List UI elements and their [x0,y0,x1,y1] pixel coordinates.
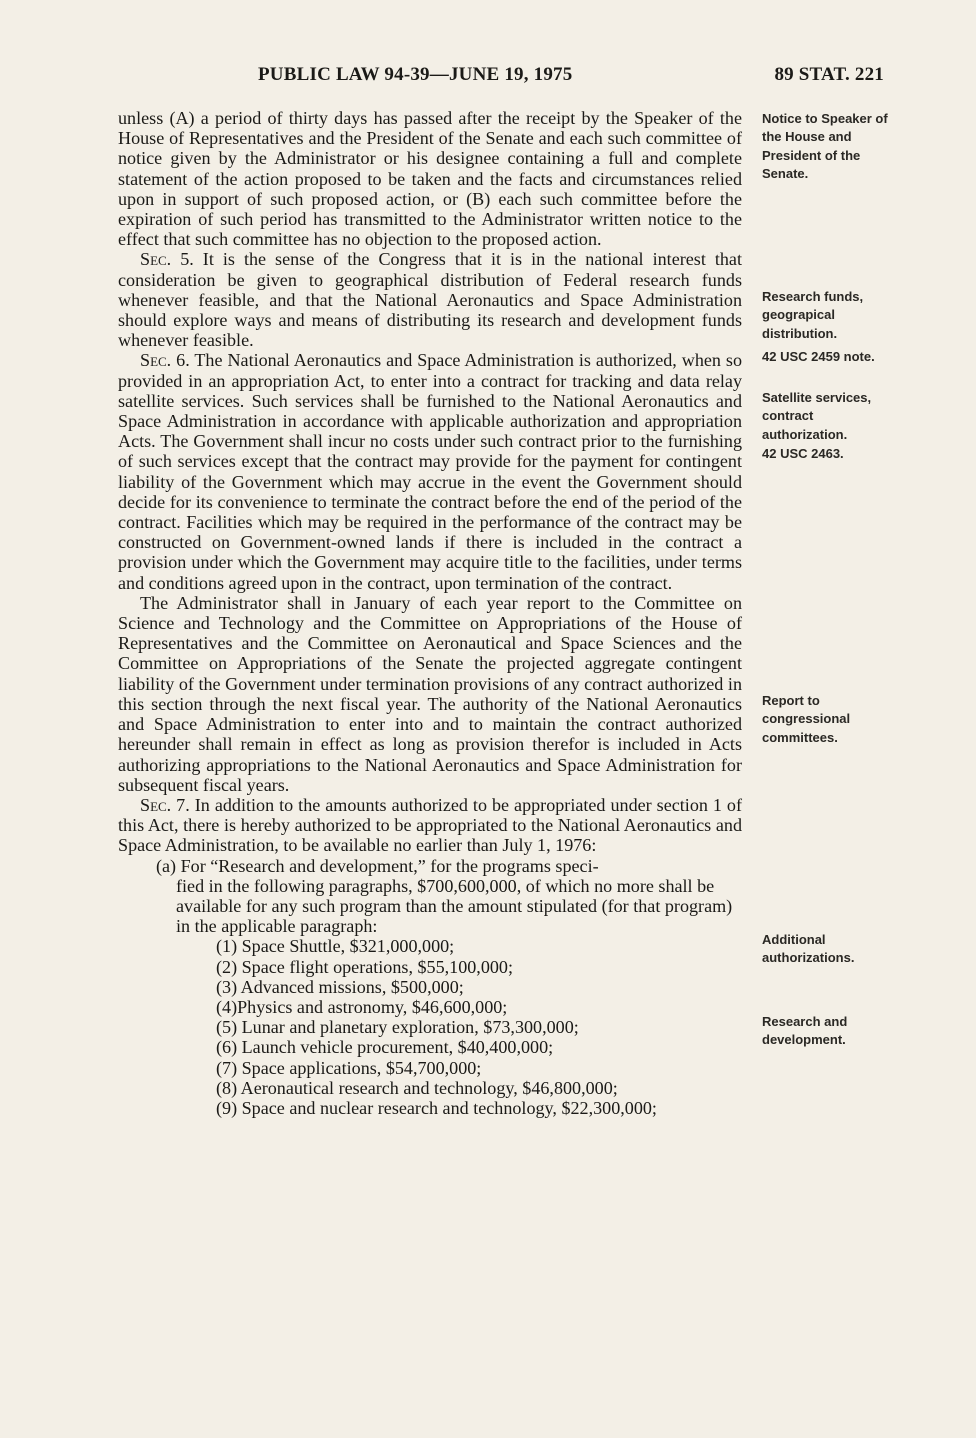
list-item: (6) Launch vehicle procurement, $40,400,000; [216,1037,554,1058]
section-6-label: Sec. 6. [140,350,190,371]
section-5 [118,249,742,350]
list-item: (8) Aeronautical research and technology, $46,800,000; [216,1077,618,1098]
list-item: (2) Space flight operations, $55,100,000; [216,956,513,977]
section-6-text: The National Aeronautics and Space Administration is authorized, when so provided in an appropriation Act, to enter into a contract for tracking and data relay satellite services. Such services shall be furnished to the National Aeronautics and Space Administration in accordance with applicable authorization and appropriation Acts. The Government shall incur no costs under such contract prior to the furnishing of such services except that the contract may provide for the payment for contingent liability of the Government which may accrue in the event the Government should decide for its convenience to terminate the contract before the end of the period of the contract. Facilities which may be required in the performance of the contract may be constructed on Government-owned lands if there is included in the contract a provision under which the Government may acquire title to the facilities, under terms and conditions agreed upon in the contract, upon termination of the contract. [118,350,742,593]
list-item: (5) Lunar and planetary exploration, $73,300,000; [216,1017,579,1038]
section-7-text: In addition to the amounts authorized to be appropriated under section 1 of this Act, there is hereby authorized to be appropriated to the National Aeronautics and Space Administration, to be available no earlier than July 1, 1976: [118,794,743,856]
subsection-a-text: fied in the following paragraphs, $700,600,000, of which no more shall be available for any such program than the amount stipulated (for that program) in the applicable paragraph: [176,875,733,937]
list-item: (1) Space Shuttle, $321,000,000; [216,936,455,957]
margin-note-notice: Notice to Speaker of the House and President of the Senate. [762,111,888,181]
main-text [118,108,742,1118]
program-list [118,936,742,1118]
subsection-a-first-line: (a) For “Research and development,” for the programs speci- [156,855,599,876]
list-item: (3) Advanced missions, $500,000; [216,976,464,997]
page-header [118,64,884,88]
margin-note-rnd: Research and development. [762,1014,848,1048]
margin-note-usc-2463: 42 USC 2463. [762,446,844,461]
section-5-text: It is the sense of the Congress that it is in the national interest that consideration be given to geographical distribution of Federal research funds whenever feasible, and that the National Aeronautics and Space Administration should explore ways and means of distributing its research and development funds whenever feasible. [118,249,742,351]
section-6 [118,350,742,592]
margin-note-usc-2459: 42 USC 2459 note. [762,349,875,364]
paragraph-continuation: unless (A) a period of thirty days has passed after the receipt by the Speaker of the House of Representatives and the President of the Senate and each such committee of notice given by the Administrator or his designee containing a full and complete statement of the action proposed to be taken and the facts and circumstances relied upon in support of such proposed action, or (B) each such committee before the expiration of such period has transmitted to the Administrator written notice to the effect that such committee has no objection to the proposed action. [118,108,742,250]
margin-note-research-funds: Research funds, geograpical distribution. [762,289,864,341]
list-item: (4)Physics and astronomy, $46,600,000; [216,996,508,1017]
section-7 [118,795,742,856]
margin-note-satellite: Satellite services, contract authorization. [762,390,872,442]
section-7-label: Sec. 7. [140,794,190,815]
report-paragraph: The Administrator shall in January of each year report to the Committee on Science and Technology and the Committee on Appropriations of the House of Representatives and the Committee on Aeronautical and Space Sciences and the Committee on Appropriations of the Senate the projected aggregate contingent liability of the Government under termination provisions of any contract authorized in this section through the next fiscal year. The authority of the National Aeronautics and Space Administration to enter into and to maintain the contract authorized hereunder shall remain in effect as long as provision therefor is included in Acts authorizing appropriations to the National Aeronautics and Space Administration for subsequent fiscal years. [118,592,742,795]
subsection-a [118,856,742,937]
running-title: PUBLIC LAW 94-39—JUNE 19, 1975 [258,64,573,85]
statute-page-number: 89 STAT. 221 [774,64,884,85]
section-5-label: Sec. 5. [140,249,194,270]
margin-note-additional: Additional authorizations. [762,932,855,966]
list-item: (7) Space applications, $54,700,000; [216,1057,482,1078]
margin-note-report: Report to congressional committees. [762,693,851,745]
list-item: (9) Space and nuclear research and technology, $22,300,000; [216,1097,657,1118]
